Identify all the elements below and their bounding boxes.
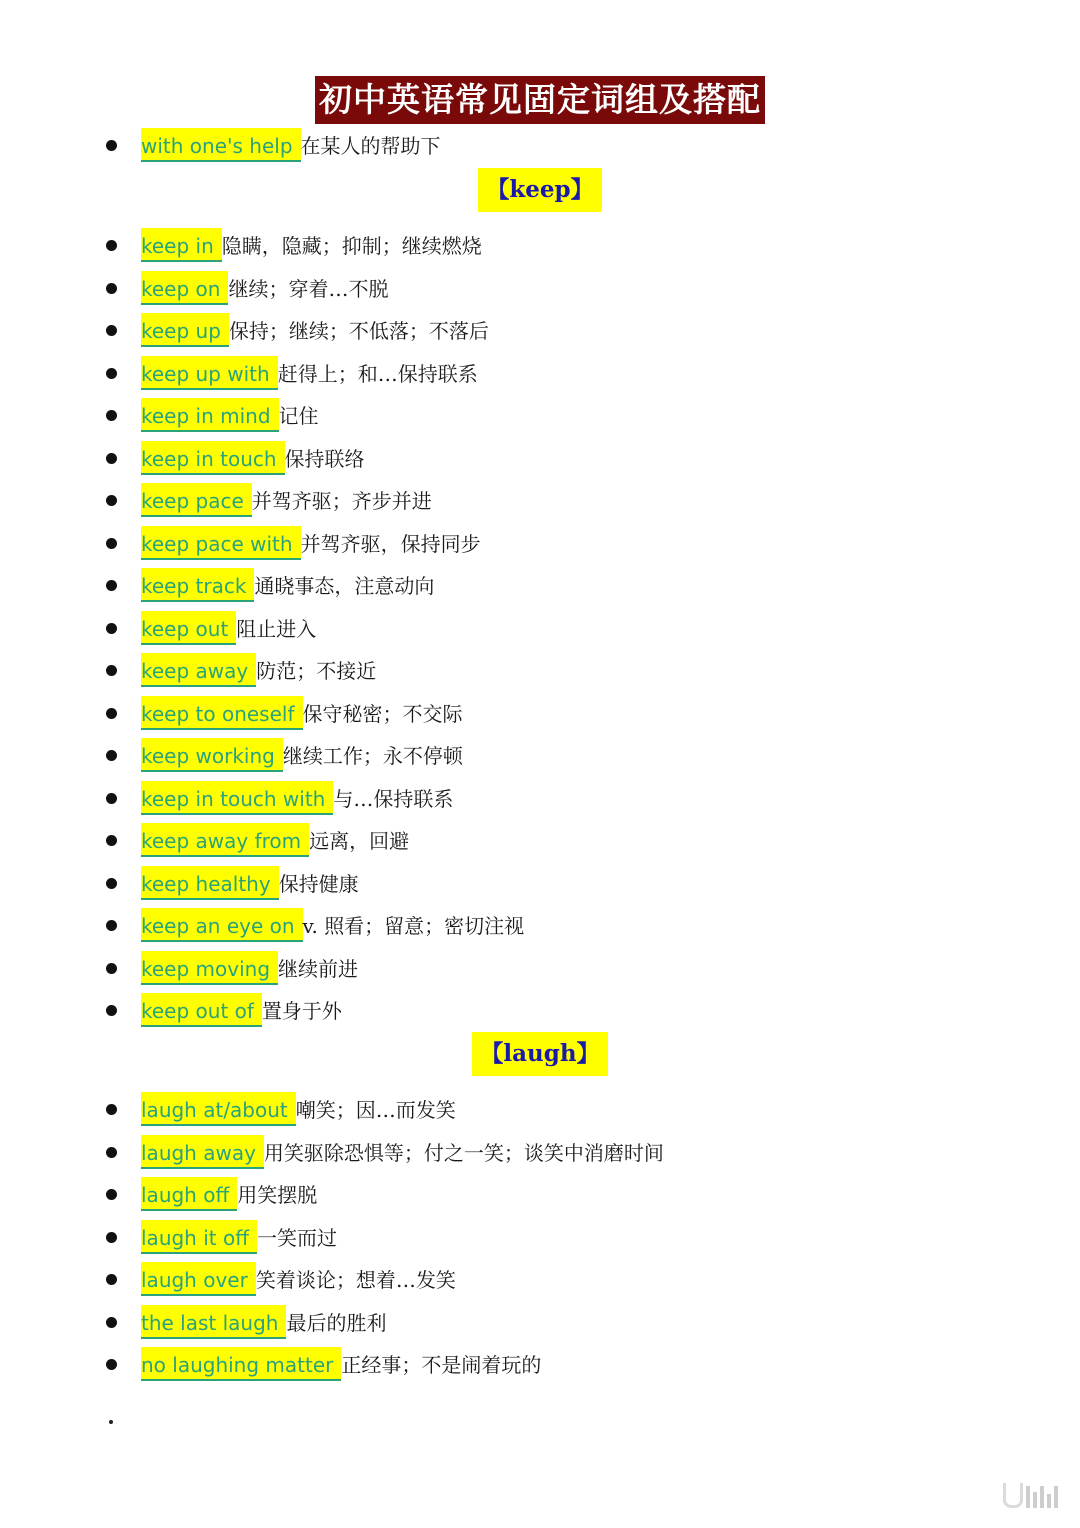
page-title: 初中英语常见固定词组及搭配: [315, 76, 765, 124]
meaning-text: v. 照看；留意；密切注视: [302, 914, 525, 938]
list-item: [0, 398, 1080, 432]
meaning-text: 一笑而过: [257, 1225, 337, 1250]
bullet-icon: [106, 368, 117, 379]
bullet-icon: [106, 1232, 117, 1243]
section-heading-keep-wrap: [0, 168, 1080, 212]
meaning-text: 远离，回避: [309, 829, 410, 853]
meaning-text: 在某人的帮助下: [300, 134, 441, 158]
list-item: [0, 1135, 1080, 1169]
phrase-text: keep up with: [141, 356, 278, 390]
stray-dot: [109, 1420, 113, 1424]
meaning-text: 用笑驱除恐惧等；付之一笑；谈笑中消磨时间: [263, 1140, 664, 1165]
list-item: [0, 866, 1080, 900]
phrase-text: keep to oneself: [141, 696, 303, 730]
bullet-icon: [106, 453, 117, 464]
meaning-text: 保持联络: [284, 446, 365, 471]
list-item: [0, 696, 1080, 730]
section-heading-laugh: 【laugh】: [472, 1032, 607, 1076]
phrase-text: laugh off: [141, 1177, 237, 1211]
bullet-icon: [106, 1317, 117, 1328]
phrase-text: keep working: [141, 738, 283, 772]
meaning-text: 继续；穿着…不脱: [228, 276, 389, 301]
phrase-text: keep an eye on: [141, 908, 303, 942]
bullet-icon: [106, 1005, 117, 1016]
bullet-icon: [106, 920, 117, 931]
list-item: [0, 951, 1080, 985]
meaning-text: 并驾齐驱，保持同步: [300, 531, 481, 556]
list-item: [0, 993, 1080, 1027]
bullet-icon: [106, 538, 117, 549]
meaning-text: 保守秘密；不交际: [302, 701, 463, 726]
phrase-text: keep away: [141, 653, 256, 687]
phrase-text: keep moving: [141, 951, 278, 985]
list-item: [0, 1347, 1080, 1381]
bullet-icon: [106, 580, 117, 591]
bullet-icon: [106, 1104, 117, 1115]
bullet-icon: [106, 878, 117, 889]
bullet-icon: [106, 240, 117, 251]
phrase-text: keep pace: [141, 483, 252, 517]
meaning-text: 继续工作；永不停顿: [282, 744, 463, 768]
list-item: [0, 228, 1080, 262]
section-heading-keep: 【keep】: [478, 168, 601, 212]
list-item: [0, 568, 1080, 602]
phrase-text: keep in: [141, 228, 222, 262]
meaning-text: 保持健康: [278, 871, 359, 896]
phrase-text: laugh over: [141, 1262, 256, 1296]
list-item: [0, 441, 1080, 475]
list-item: [0, 271, 1080, 305]
phrase-text: laugh at/about: [141, 1092, 296, 1126]
watermark-icon: [1003, 1483, 1058, 1508]
meaning-text: 与…保持联系: [333, 786, 454, 811]
phrase-text: keep on: [141, 271, 228, 305]
meaning-text: 并驾齐驱；齐步并进: [251, 489, 432, 513]
bullet-icon: [106, 495, 117, 506]
list-item: [0, 1220, 1080, 1254]
phrase-text: keep up: [141, 313, 229, 347]
phrase-text: keep in touch: [141, 441, 285, 475]
phrase-text: no laughing matter: [141, 1347, 341, 1381]
meaning-text: 正经事；不是闹着玩的: [341, 1353, 542, 1377]
meaning-text: 最后的胜利: [286, 1310, 387, 1335]
title-wrap: [0, 76, 1080, 124]
meaning-text: 记住: [278, 404, 319, 428]
list-item: [0, 653, 1080, 687]
meaning-text: 保持；继续；不低落；不落后: [228, 319, 489, 343]
bullet-icon: [106, 410, 117, 421]
list-item-intro: [0, 128, 1080, 162]
meaning-text: 阻止进入: [236, 616, 317, 641]
section-heading-laugh-wrap: [0, 1032, 1080, 1076]
meaning-text: 隐瞒，隐藏；抑制；继续燃烧: [221, 234, 482, 258]
bullet-icon: [106, 793, 117, 804]
list-item: [0, 1305, 1080, 1339]
list-item: [0, 313, 1080, 347]
bullet-icon: [106, 623, 117, 634]
bullet-icon: [106, 283, 117, 294]
bullet-icon: [106, 325, 117, 336]
meaning-text: 嘲笑；因…而发笑: [295, 1098, 456, 1122]
list-item: [0, 1177, 1080, 1211]
meaning-text: 防范；不接近: [256, 659, 377, 683]
phrase-text: laugh it off: [141, 1220, 257, 1254]
meaning-text: 置身于外: [261, 999, 342, 1023]
meaning-text: 用笑摆脱: [237, 1183, 318, 1207]
list-item: [0, 356, 1080, 390]
bullet-icon: [106, 1147, 117, 1158]
meaning-text: 笑着谈论；想着…发笑: [255, 1268, 456, 1292]
list-item: [0, 1092, 1080, 1126]
meaning-text: 赶得上；和…保持联系: [277, 361, 478, 386]
list-item: [0, 526, 1080, 560]
phrase-text: keep in touch with: [141, 781, 333, 815]
bullet-icon: [106, 708, 117, 719]
bullet-icon: [106, 1359, 117, 1370]
bullet-icon: [106, 963, 117, 974]
bullet-icon: [106, 140, 117, 151]
bullet-icon: [106, 1189, 117, 1200]
phrase-text: the last laugh: [141, 1305, 286, 1339]
phrase-text: keep healthy: [141, 866, 279, 900]
meaning-text: 继续前进: [278, 956, 359, 981]
phrase-text: with one's help: [141, 128, 301, 162]
phrase-text: keep track: [141, 568, 254, 602]
list-item: [0, 738, 1080, 772]
bullet-icon: [106, 1274, 117, 1285]
bullet-icon: [106, 665, 117, 676]
list-item: [0, 1262, 1080, 1296]
phrase-text: keep away from: [141, 823, 309, 857]
phrase-text: keep out: [141, 611, 236, 645]
list-item: [0, 823, 1080, 857]
phrase-text: keep out of: [141, 993, 262, 1027]
phrase-text: keep pace with: [141, 526, 301, 560]
bullet-icon: [106, 835, 117, 846]
phrase-text: keep in mind: [141, 398, 279, 432]
meaning-text: 通晓事态，注意动向: [254, 574, 435, 598]
list-item: [0, 483, 1080, 517]
phrase-text: laugh away: [141, 1135, 264, 1169]
list-item: [0, 781, 1080, 815]
list-item: [0, 611, 1080, 645]
list-item: [0, 908, 1080, 942]
bullet-icon: [106, 750, 117, 761]
